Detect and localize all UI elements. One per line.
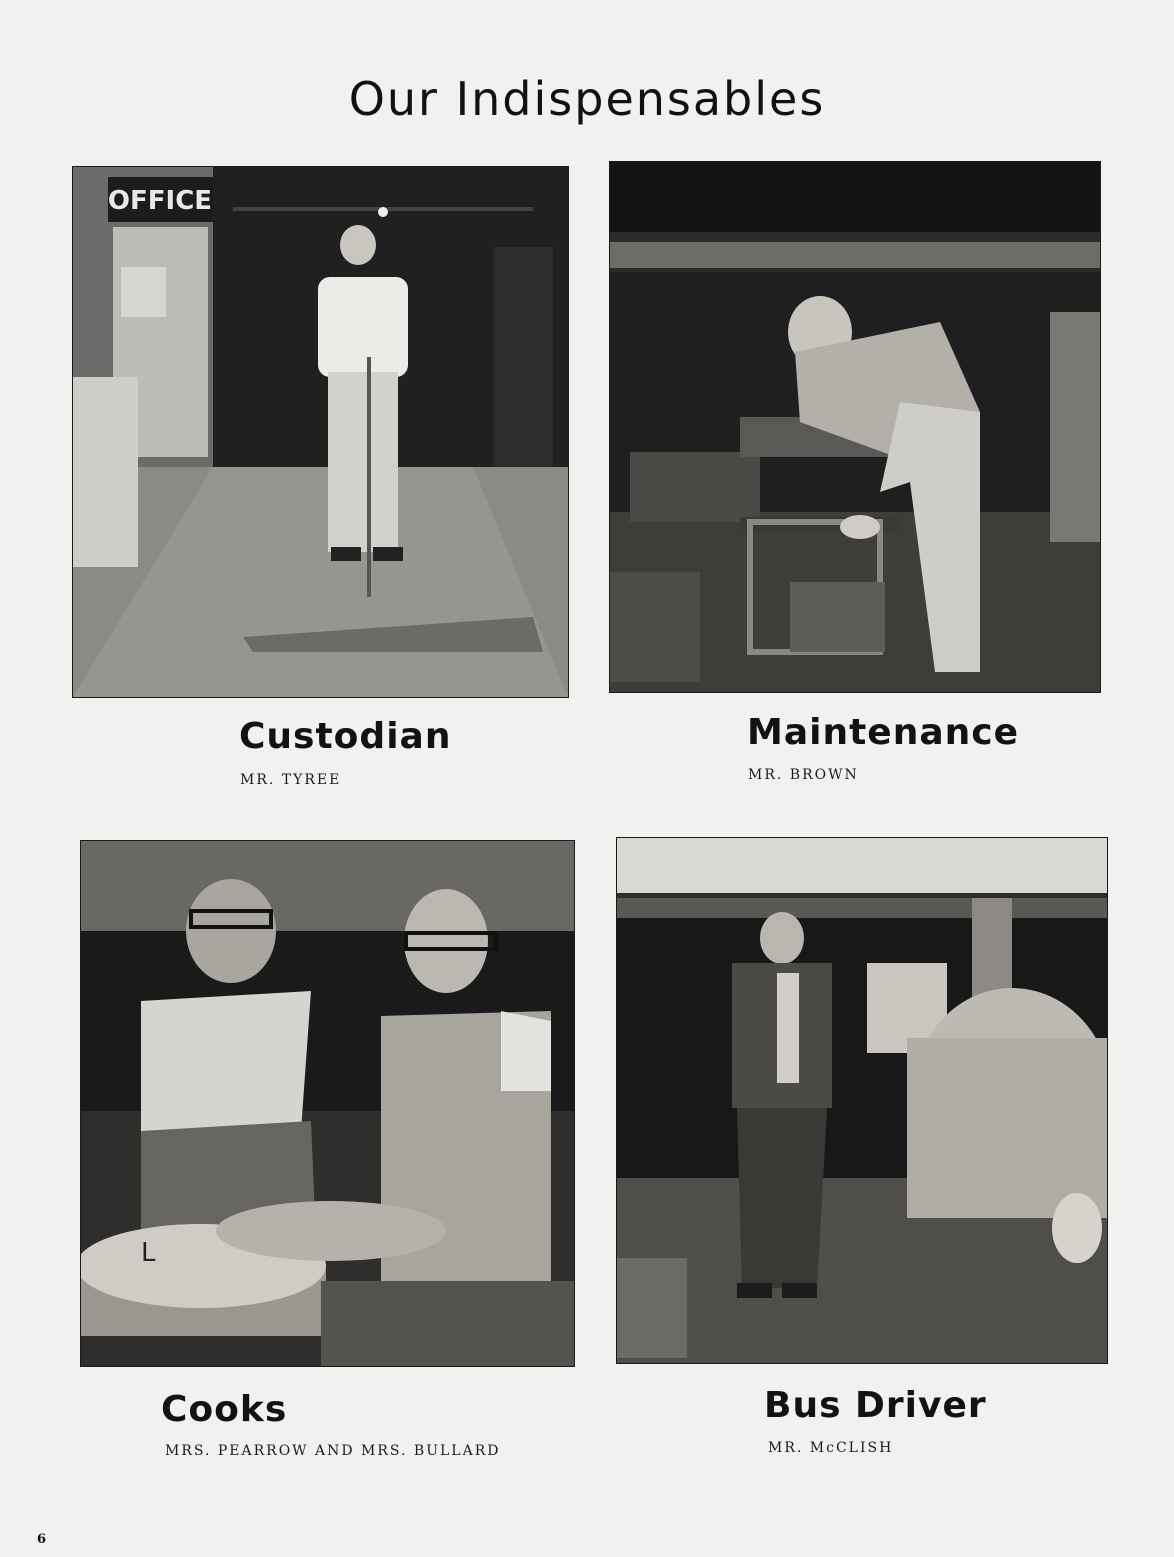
custodian-photo — [73, 167, 568, 697]
bus-driver-role-title: Bus Driver — [764, 1385, 987, 1426]
bus-driver-photo — [617, 838, 1107, 1363]
cooks-names: MRS. PEARROW AND MRS. BULLARD — [165, 1443, 501, 1459]
maintenance-photo — [610, 162, 1100, 692]
bus-driver-names: MR. McCLISH — [768, 1440, 894, 1456]
bowl-mark: L — [141, 1238, 156, 1268]
cooks-role-title: Cooks — [161, 1389, 288, 1430]
custodian-role-title: Custodian — [239, 716, 452, 757]
office-sign-text: OFFICE — [107, 186, 213, 216]
maintenance-role-title: Maintenance — [747, 712, 1020, 753]
cooks-photo — [81, 841, 574, 1366]
page-number: 6 — [37, 1532, 47, 1547]
maintenance-names: MR. BROWN — [748, 767, 859, 783]
custodian-names: MR. TYREE — [240, 772, 342, 788]
page-title: Our Indispensables — [348, 72, 826, 126]
